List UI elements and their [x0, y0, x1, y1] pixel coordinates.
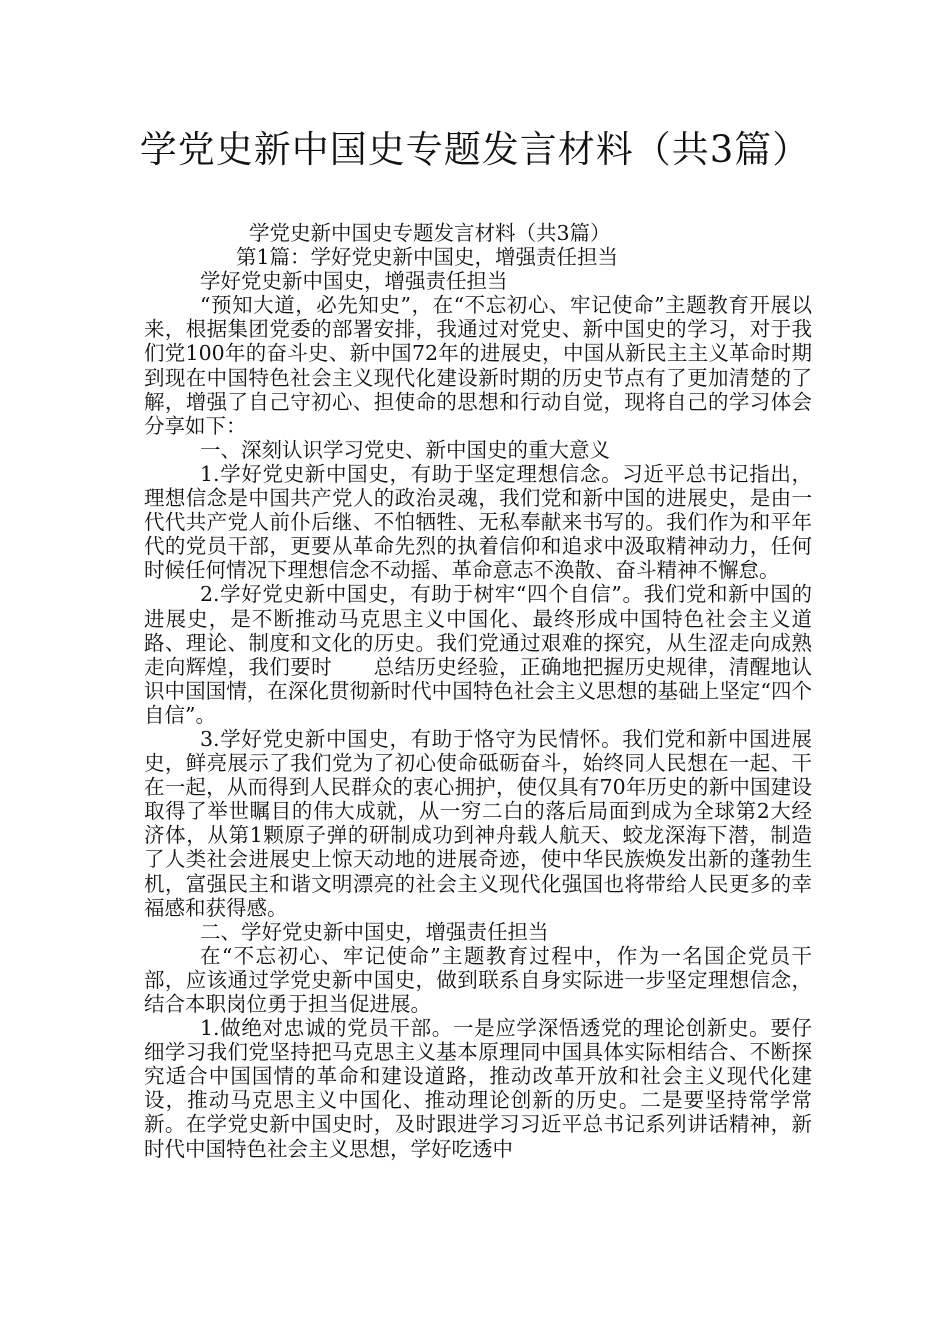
article-title: 学好党史新中国史，增强责任担当: [200, 269, 508, 294]
sub-title: 学党史新中国史专题发言材料（共3篇）: [249, 221, 611, 245]
paragraph-point-1-3: 3.学好党史新中国史，有助于恪守为民情怀。我们党和新中国进展史，鲜亮展示了我们党为了初心使命砥砺奋斗，始终同人民想在一起、干在一起，从而得到人民群众的衷心拥护，使仅具有70年历史的新中国建设取得了举世瞩目的伟大成就，从一穷二白的落后局面到成为全球第2大经济体，从第1颗原子弹的研制成功到神舟载人航天、蛟龙深海下潜，制造了人类社会进展史上惊天动地的进展奇迹，使中华民族焕发出新的蓬勃生机，富强民主和谐文明漂亮的社会主义现代化强国也将带给人民更多的幸福感和获得感。: [144, 726, 812, 920]
document-body: [144, 221, 812, 1161]
chapter-title: 第1篇：学好党史新中国史，增强责任担当: [236, 245, 619, 270]
paragraph-intro: “预知大道，必先知史”，在“不忘初心、牢记使命”主题教育开展以来，根据集团党委的部署安排，我通过对党史、新中国史的学习，对于我们党100年的奋斗史、新中国72年的进展史，中国从新民主主义革命时期到现在中国特色社会主义现代化建设新时期的历史节点有了更加清楚的了解，增强了自己守初心、担使命的思想和行动自觉，现将自己的学习体会分享如下：: [144, 293, 812, 438]
section-heading-1: 一、深刻认识学习党史、新中国史的重大意义: [200, 437, 610, 462]
paragraph-point-2-1: 1.做绝对忠诚的党员干部。一是应学深悟透党的理论创新史。要仔细学习我们党坚持把马克思主义基本原理同中国具体实际相结合、不断探究适合中国国情的革命和建设道路，推动改革开放和社会主义现代化建设，推动马克思主义中国化、推动理论创新的历史。二是要坚持常学常新。在学党史新中国史时，及时跟进学习习近平总书记系列讲话精神，新时代中国特色社会主义思想，学好吃透中: [144, 1016, 812, 1161]
main-title: 学党史新中国史专题发言材料（共3篇）: [139, 128, 811, 171]
paragraph-section-2-intro: 在“不忘初心、牢记使命”主题教育过程中，作为一名国企党员干部，应该通过学党史新中国史，做到联系自身实际进一步坚定理想信念，结合本职岗位勇于担当促进展。: [144, 943, 812, 1016]
paragraph-point-1-2: 2.学好党史新中国史，有助于树牢“四个自信”。我们党和新中国的进展史，是不断推动马克思主义中国化、最终形成中国特色社会主义道路、理论、制度和文化的历史。我们党通过艰难的探究，从生涩走向成熟走向辉煌，我们要时 总结历史经验，正确地把握历史规律，清醒地认识中国国情，在深化贯彻新时代中国特色社会主义思想的基础上坚定“四个自信”。: [144, 582, 812, 727]
paragraph-point-1-1: 1.学好党史新中国史，有助于坚定理想信念。习近平总书记指出，理想信念是中国共产党人的政治灵魂，我们党和新中国的进展史，是由一代代共产党人前仆后继、不怕牺牲、无私奉献来书写的。我们作为和平年代的党员干部，更要从革命先烈的执着信仰和追求中汲取精神动力，任何时候任何情况下理想信念不动摇、革命意志不涣散、奋斗精神不懈怠。: [144, 461, 812, 583]
section-heading-2: 二、学好党史新中国史，增强责任担当: [200, 919, 549, 944]
